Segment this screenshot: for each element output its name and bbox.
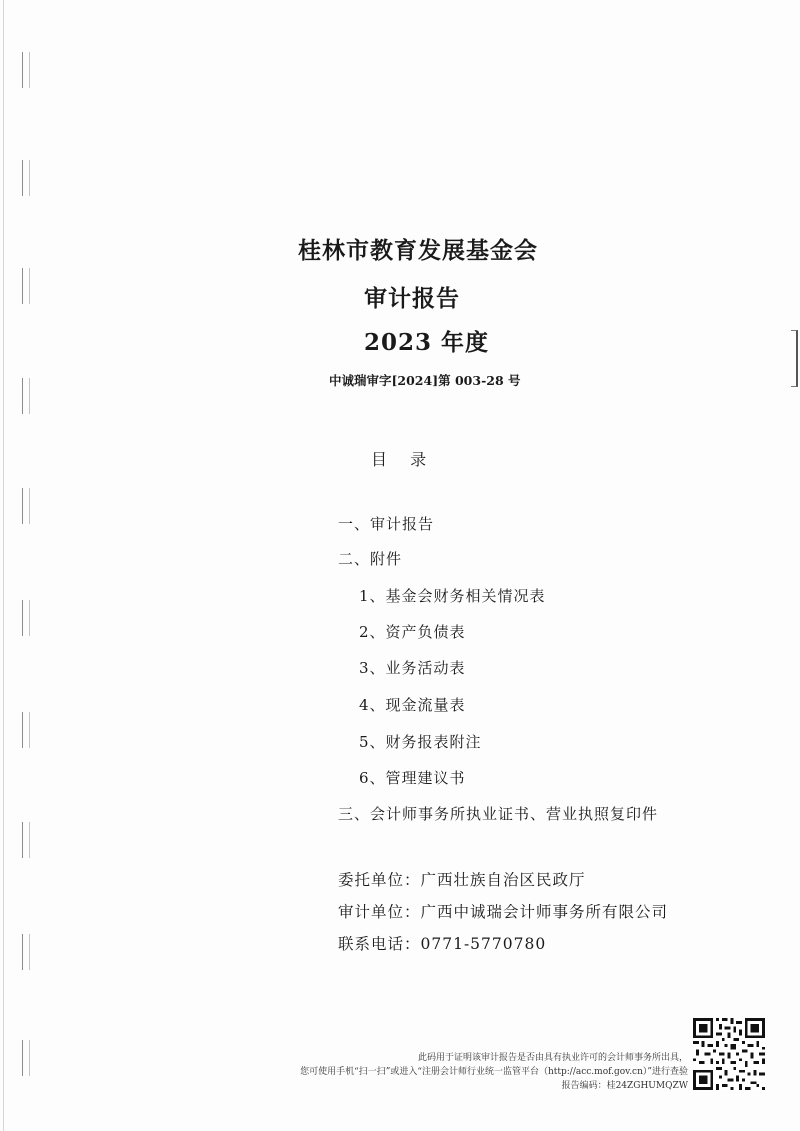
toc-item: 1、基金会财务相关情况表	[359, 587, 546, 605]
toc-heading: 目 录	[371, 450, 427, 469]
verification-qr-code[interactable]	[693, 1018, 765, 1090]
binding-mark	[22, 488, 30, 524]
toc-item: 2、资产负债表	[359, 623, 466, 641]
binding-mark	[22, 160, 30, 196]
contact-phone: 联系电话：0771-5770780	[338, 935, 547, 953]
binding-mark	[22, 1040, 30, 1076]
scan-edge-line	[3, 0, 4, 1131]
binding-mark	[22, 712, 30, 748]
toc-item: 5、财务报表附注	[359, 733, 482, 751]
binding-mark	[22, 934, 30, 970]
binding-mark	[22, 52, 30, 88]
report-title: 审计报告	[364, 285, 460, 312]
binding-mark	[22, 268, 30, 304]
binding-mark	[22, 600, 30, 636]
toc-item: 3、业务活动表	[359, 659, 466, 677]
binding-mark	[22, 822, 30, 858]
verification-note-line1: 此码用于证明该审计报告是否由具有执业许可的会计师事务所出具，	[417, 1053, 688, 1063]
report-code: 报告编码：桂24ZGHUMQZW	[561, 1081, 688, 1091]
staple-mark	[791, 330, 798, 387]
toc-item: 二、附件	[338, 550, 403, 568]
toc-item: 6、管理建议书	[359, 769, 466, 787]
toc-item: 4、现金流量表	[359, 696, 466, 714]
org-title: 桂林市教育发展基金会	[298, 237, 538, 264]
verification-note-line2: 您可使用手机“扫一扫”或进入“注册会计师行业统一监管平台（http://acc.mof.gov.cn）”进行查验	[300, 1067, 688, 1077]
toc-item: 一、审计报告	[338, 515, 435, 533]
entrust-unit: 委托单位：广西壮族自治区民政厅	[338, 871, 586, 889]
report-year: 2023 年度	[364, 329, 490, 356]
binding-mark	[22, 378, 30, 414]
document-number: 中诚瑞审字[2024]第 003-28 号	[329, 373, 521, 388]
audit-unit: 审计单位：广西中诚瑞会计师事务所有限公司	[338, 903, 669, 921]
toc-item: 三、会计师事务所执业证书、营业执照复印件	[338, 805, 659, 823]
